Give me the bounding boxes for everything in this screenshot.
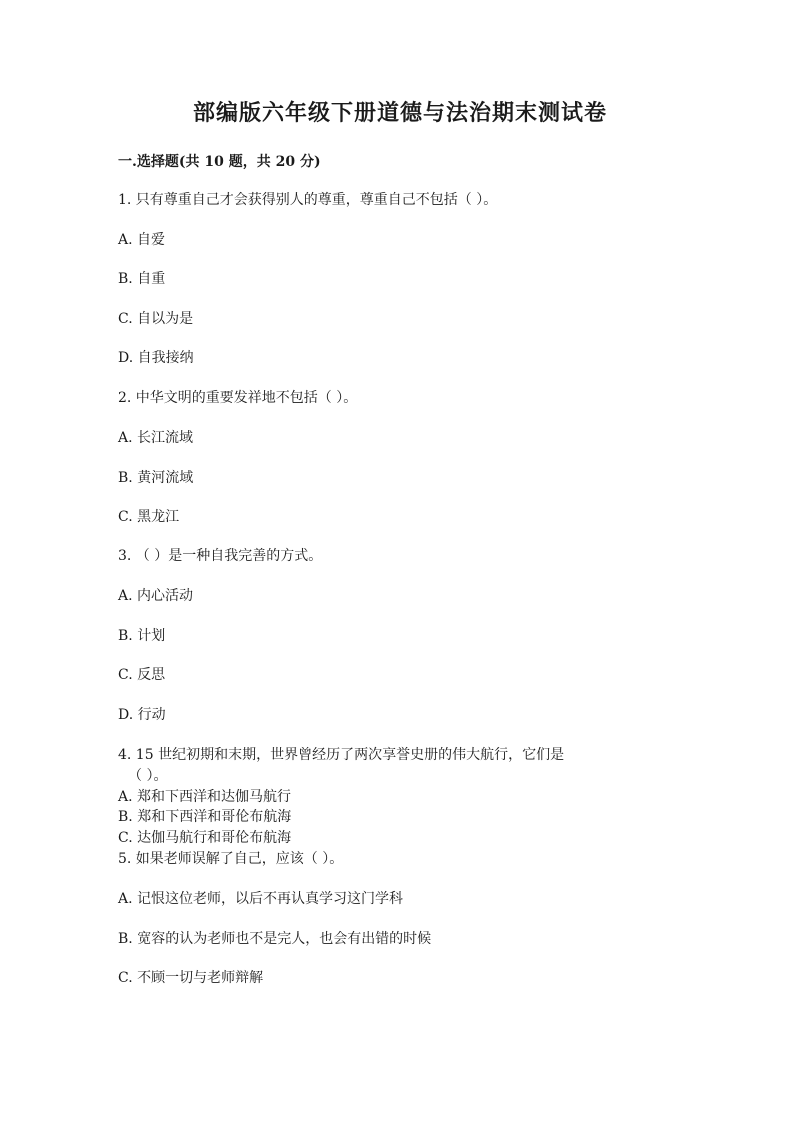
question-2-stem: 2. 中华文明的重要发祥地不包括（ ）。 bbox=[118, 390, 358, 406]
question-3-stem: 3. （ ）是一种自我完善的方式。 bbox=[118, 548, 323, 564]
question-4-option-a: A. 郑和下西洋和达伽马航行 bbox=[118, 789, 292, 805]
question-4-option-c: C. 达伽马航行和哥伦布航海 bbox=[118, 830, 292, 846]
question-1-stem: 1. 只有尊重自己才会获得别人的尊重，尊重自己不包括（ ）。 bbox=[118, 192, 498, 208]
question-4-stem: 4. 15 世纪初期和末期，世界曾经历了两次享誉史册的伟大航行，它们是 bbox=[118, 747, 565, 763]
question-2-option-c: C. 黑龙江 bbox=[118, 509, 180, 525]
section-heading: 一.选择题(共 10 题，共 20 分) bbox=[118, 154, 321, 170]
question-4-option-b: B. 郑和下西洋和哥伦布航海 bbox=[118, 809, 292, 825]
question-2-option-a: A. 长江流域 bbox=[118, 430, 194, 446]
question-3-option-d: D. 行动 bbox=[118, 707, 166, 723]
question-5-option-b: B. 宽容的认为老师也不是完人，也会有出错的时候 bbox=[118, 931, 432, 947]
question-3-option-a: A. 内心活动 bbox=[118, 588, 194, 604]
question-1-option-c: C. 自以为是 bbox=[118, 311, 194, 327]
question-3-option-c: C. 反思 bbox=[118, 667, 166, 683]
question-1-option-b: B. 自重 bbox=[118, 271, 166, 287]
question-5-option-a: A. 记恨这位老师，以后不再认真学习这门学科 bbox=[118, 891, 404, 907]
question-1-option-d: D. 自我接纳 bbox=[118, 350, 194, 366]
question-5-option-c: C. 不顾一切与老师辩解 bbox=[118, 970, 264, 986]
question-3-option-b: B. 计划 bbox=[118, 628, 166, 644]
page-title: 部编版六年级下册道德与法治期末测试卷 bbox=[192, 100, 607, 126]
question-1-option-a: A. 自爱 bbox=[118, 232, 166, 248]
question-4-stem-continued: （ ）。 bbox=[128, 768, 168, 784]
question-5-stem: 5. 如果老师误解了自己，应该（ ）。 bbox=[118, 851, 344, 867]
question-2-option-b: B. 黄河流域 bbox=[118, 470, 194, 486]
